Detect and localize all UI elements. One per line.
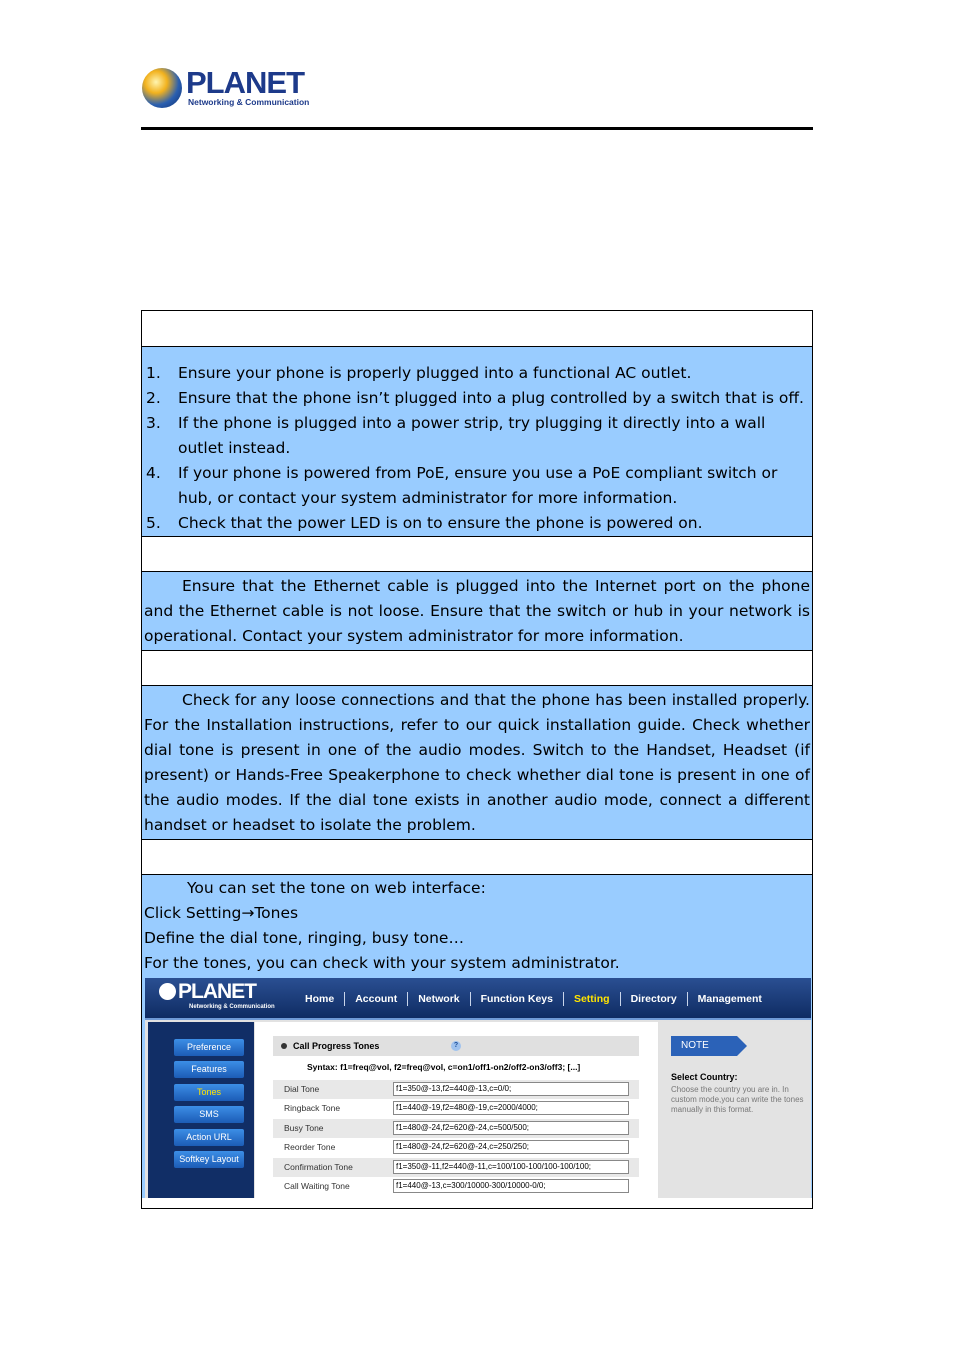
sidebar-item-sms[interactable]: SMS: [174, 1106, 244, 1123]
globe-logo-icon: [159, 983, 176, 1000]
tones-line-4: For the tones, you can check with your system administrator.: [144, 954, 620, 972]
power-checklist: [142, 347, 812, 536]
sidebar-item-tones[interactable]: Tones: [174, 1084, 244, 1101]
question-row-ethernet: [142, 536, 812, 571]
web-ui-nav: [295, 992, 772, 1006]
nav-network[interactable]: Network: [408, 992, 470, 1006]
tones-line-1: You can set the tone on web interface:: [187, 879, 486, 897]
bullet-icon: [281, 1043, 287, 1049]
list-item: 3. If the phone is plugged into a power strip, try plugging it directly into a wall outlet instead.: [146, 414, 766, 457]
tone-label: Dial Tone: [284, 1084, 320, 1094]
nav-account[interactable]: Account: [345, 992, 408, 1006]
tone-row: [273, 1080, 639, 1099]
question-row-dial-tone: [142, 650, 812, 685]
globe-logo-icon: [142, 68, 182, 108]
ethernet-answer-text: Ensure that the Ethernet cable is plugged into the Internet port on the phone and the Ethernet cable is not loose. Ensure that the switch or hub in your network is operational. Contact your system administrator for more information.: [144, 577, 810, 645]
nav-management[interactable]: Management: [697, 993, 762, 1005]
web-ui-logo-tagline: Networking & Communication: [189, 1004, 275, 1010]
tones-instructions: [142, 875, 812, 976]
note-tab: NOTE: [671, 1036, 737, 1056]
question-row-power: [142, 311, 812, 346]
ringback-tone-input[interactable]: f1=440@-19,f2=480@-19,c=2000/4000;: [393, 1101, 629, 1115]
web-interface-screenshot: [145, 978, 811, 1198]
dial-tone-input[interactable]: f1=350@-13,f2=440@-13,c=0/0;: [393, 1082, 629, 1096]
section-title: Call Progress Tones: [293, 1041, 380, 1051]
tone-label: Ringback Tone: [284, 1103, 341, 1113]
tone-row: [273, 1138, 639, 1157]
list-item: 2. Ensure that the phone isn’t plugged into a plug controlled by a switch that is off.: [146, 389, 804, 407]
syntax-text: Syntax: f1=freq@vol, f2=freq@vol, c=on1/off1-on2/off2-on3/off3; [...]: [307, 1062, 581, 1072]
logo-tagline: Networking & Communication: [188, 97, 310, 107]
web-ui-content: [255, 1022, 658, 1198]
logo-wordmark: PLANET: [186, 65, 304, 100]
tone-row: [273, 1158, 639, 1177]
select-country-text: Choose the country you are in. In custom mode,you can write the tones manually in this format.: [671, 1085, 804, 1114]
tones-line-3: Define the dial tone, ringing, busy tone…: [144, 929, 464, 947]
tones-line-2: Click Setting→Tones: [144, 904, 299, 922]
sidebar-item-features[interactable]: Features: [174, 1061, 244, 1078]
list-item: 4. If your phone is powered from PoE, ensure you use a PoE compliant switch or hub, or contact your system administrator for more information.: [146, 464, 778, 507]
sidebar-item-softkey-layout[interactable]: Softkey Layout: [174, 1151, 244, 1168]
troubleshooting-table: [141, 310, 813, 1209]
web-ui-topbar: [145, 978, 811, 1020]
section-header: [273, 1036, 639, 1056]
answer-row-power: [142, 346, 812, 536]
sidebar-item-preference[interactable]: Preference: [174, 1039, 244, 1056]
nav-directory[interactable]: Directory: [621, 992, 688, 1006]
web-ui-sidebar: [148, 1022, 254, 1198]
call-waiting-tone-input[interactable]: f1=440@-13,c=300/10000-300/10000-0/0;: [393, 1179, 629, 1193]
tone-row: [273, 1177, 639, 1196]
tone-label: Confirmation Tone: [284, 1162, 353, 1172]
reorder-tone-input[interactable]: f1=480@-24,f2=620@-24,c=250/250;: [393, 1140, 629, 1154]
tone-label: Busy Tone: [284, 1123, 324, 1133]
web-ui-note-pane: [659, 1022, 811, 1198]
tone-row: [273, 1119, 639, 1138]
list-item: 1. Ensure your phone is properly plugged into a functional AC outlet.: [146, 364, 692, 382]
sidebar-item-action-url[interactable]: Action URL: [174, 1129, 244, 1146]
question-row-tones: [142, 839, 812, 874]
nav-home[interactable]: Home: [295, 992, 345, 1006]
header-divider: [141, 127, 813, 130]
help-icon[interactable]: ?: [451, 1041, 461, 1051]
tone-label: Call Waiting Tone: [284, 1181, 350, 1191]
select-country-title: Select Country:: [671, 1072, 738, 1082]
tone-row: [273, 1099, 639, 1118]
web-ui-logo: PLANET: [159, 980, 256, 1004]
answer-row-ethernet: [142, 571, 812, 650]
planet-logo: [142, 66, 312, 110]
answer-row-dial-tone: [142, 685, 812, 839]
answer-row-tones: [142, 874, 812, 1198]
list-item: 5. Check that the power LED is on to ensure the phone is powered on.: [146, 514, 703, 532]
nav-setting[interactable]: Setting: [564, 992, 621, 1006]
confirmation-tone-input[interactable]: f1=350@-11,f2=440@-11,c=100/100-100/100-100/100;: [393, 1160, 629, 1174]
nav-function-keys[interactable]: Function Keys: [471, 992, 564, 1006]
busy-tone-input[interactable]: f1=480@-24,f2=620@-24,c=500/500;: [393, 1121, 629, 1135]
dial-tone-answer-text: Check for any loose connections and that the phone has been installed properly. For the Installation instructions, refer to our quick installation guide. Check whether dial tone is present in one of the audio modes. Switch to the Handset, Headset (if present) or Hands-Free Speakerphone to check whether dial tone is present in one of the audio modes. If the dial tone exists in another audio mode, connect a different handset or headset to isolate the problem.: [144, 691, 810, 834]
tone-label: Reorder Tone: [284, 1142, 336, 1152]
